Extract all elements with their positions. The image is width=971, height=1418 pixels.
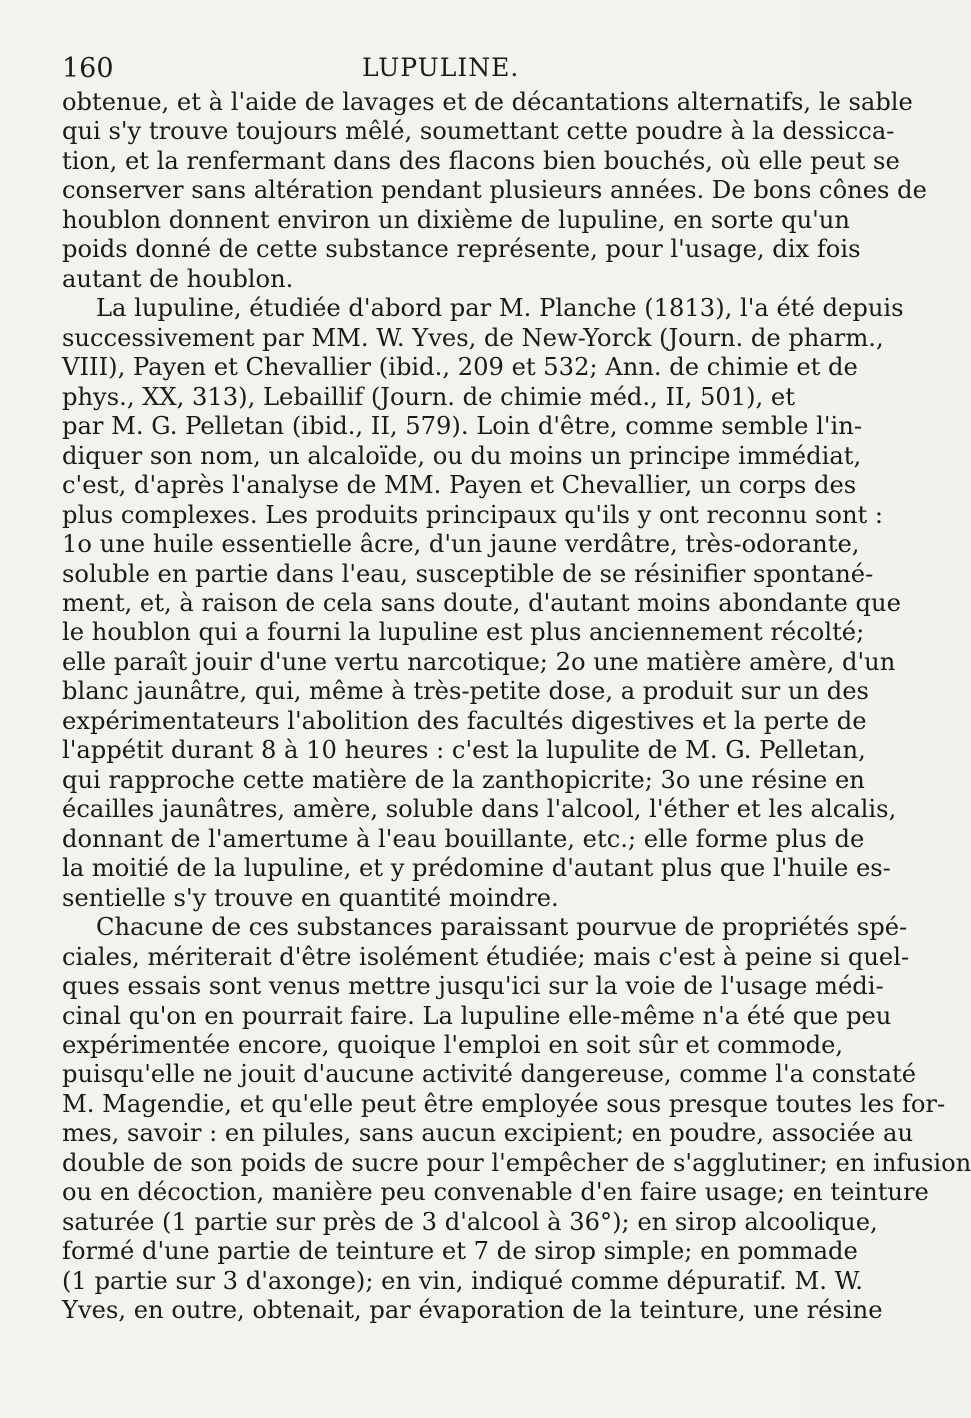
text-line: cinal qu'on en pourrait faire. La lupuline elle-même n'a été que peu xyxy=(62,1001,892,1030)
text-line: expérimentée encore, quoique l'emploi en soit sûr et commode, xyxy=(62,1031,844,1059)
text-line: phys., XX, 313), Lebaillif (Journ. de chimie méd., II, 501), et xyxy=(62,382,795,411)
text-line: formé d'une partie de teinture et 7 de sirop simple; en pommade xyxy=(62,1237,858,1266)
text-line: écailles jaunâtres, amère, soluble dans l'alcool, l'éther et les alcalis, xyxy=(62,795,897,824)
text-line: (1 partie sur 3 d'axonge); en vin, indiqué comme dépuratif. M. W. xyxy=(62,1266,863,1295)
text-line: VIII), Payen et Chevallier (ibid., 209 et 532; Ann. de chimie et de xyxy=(62,353,858,382)
text-line: Chacune de ces substances paraissant pourvue de propriétés spé- xyxy=(96,913,908,942)
text-line: soluble en partie dans l'eau, susceptible de se résinifier spontané- xyxy=(62,559,874,588)
text-line: ment, et, à raison de cela sans doute, d'autant moins abondante que xyxy=(62,588,901,617)
text-line: tion, et la renfermant dans des flacons bien bouchés, où elle peut se xyxy=(62,146,900,175)
page-header xyxy=(62,50,792,90)
text-line: la moitié de la lupuline, et y prédomine d'autant plus que l'huile es- xyxy=(62,854,891,883)
text-line: successivement par MM. W. Yves, de New-Yorck (Journ. de pharm., xyxy=(62,323,884,352)
body-text xyxy=(62,88,971,1326)
text-line: sentielle s'y trouve en quantité moindre. xyxy=(62,883,559,912)
text-line: double de son poids de sucre pour l'empêcher de s'agglutiner; en infusion xyxy=(62,1148,971,1177)
text-line: ques essais sont venus mettre jusqu'ici sur la voie de l'usage médi- xyxy=(62,972,884,1001)
text-line: Yves, en outre, obtenait, par évaporation de la teinture, une résine xyxy=(62,1296,883,1325)
text-line: expérimentateurs l'abolition des facultés digestives et la perte de xyxy=(62,706,867,735)
text-line: M. Magendie, et qu'elle peut être employée sous presque toutes les for- xyxy=(62,1089,946,1118)
text-line: autant de houblon. xyxy=(62,264,294,293)
text-line: qui rapproche cette matière de la zanthopicrite; 3o une résine en xyxy=(62,765,865,794)
text-line: obtenue, et à l'aide de lavages et de décantations alternatifs, le sable xyxy=(62,88,913,116)
text-line: mes, savoir : en pilules, sans aucun excipient; en poudre, associée au xyxy=(62,1119,914,1148)
text-line: ciales, mériterait d'être isolément étudiée; mais c'est à peine si quel- xyxy=(62,942,910,971)
text-line: c'est, d'après l'analyse de MM. Payen et Chevallier, un corps des xyxy=(62,471,857,500)
text-line: puisqu'elle ne jouit d'aucune activité dangereuse, comme l'a constaté xyxy=(62,1060,917,1089)
page-number: 160 xyxy=(62,53,114,84)
text-line: houblon donnent environ un dixième de lupuline, en sorte qu'un xyxy=(62,205,850,234)
text-line: 1o une huile essentielle âcre, d'un jaune verdâtre, très-odorante, xyxy=(62,530,860,559)
text-line: conserver sans altération pendant plusieurs années. De bons cônes de xyxy=(62,176,927,205)
text-line: donnant de l'amertume à l'eau bouillante, etc.; elle forme plus de xyxy=(62,824,865,853)
text-line: qui s'y trouve toujours mêlé, soumettant cette poudre à la dessicca- xyxy=(62,117,895,146)
text-line: ou en décoction, manière peu convenable d'en faire usage; en teinture xyxy=(62,1178,929,1207)
text-line: l'appétit durant 8 à 10 heures : c'est la lupulite de M. G. Pelletan, xyxy=(62,736,866,765)
text-line: elle paraît jouir d'une vertu narcotique; 2o une matière amère, d'un xyxy=(62,647,896,676)
text-line: La lupuline, étudiée d'abord par M. Planche (1813), l'a été depuis xyxy=(96,294,904,323)
text-line: par M. G. Pelletan (ibid., II, 579). Loin d'être, comme semble l'in- xyxy=(62,412,863,441)
text-line: saturée (1 partie sur près de 3 d'alcool à 36°); en sirop alcoolique, xyxy=(62,1207,878,1236)
text-line: plus complexes. Les produits principaux qu'ils y ont reconnu sont : xyxy=(62,500,884,529)
text-line: le houblon qui a fourni la lupuline est plus anciennement récolté; xyxy=(62,618,865,647)
text-line: poids donné de cette substance représente, pour l'usage, dix fois xyxy=(62,235,861,264)
text-line: blanc jaunâtre, qui, même à très-petite dose, a produit sur un des xyxy=(62,677,869,706)
running-title: LUPULINE. xyxy=(362,53,520,82)
text-line: diquer son nom, un alcaloïde, ou du moins un principe immédiat, xyxy=(62,441,862,470)
